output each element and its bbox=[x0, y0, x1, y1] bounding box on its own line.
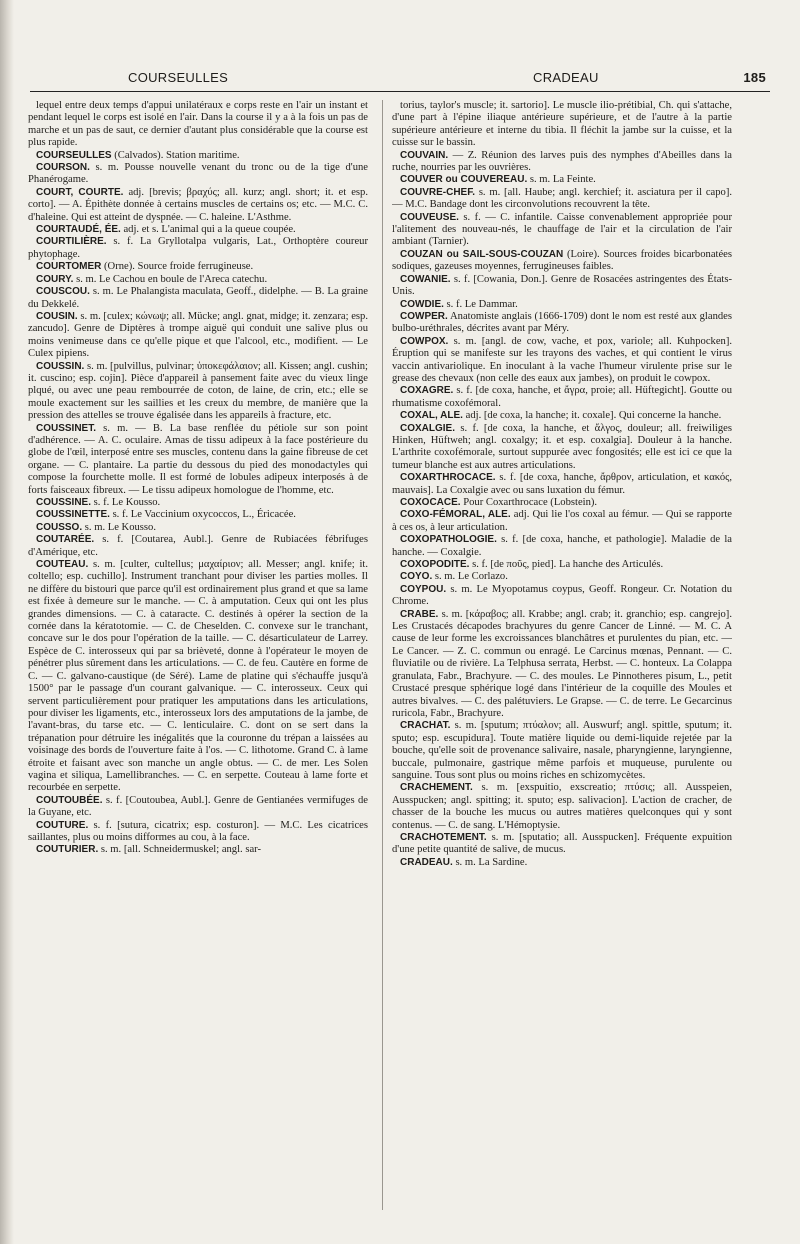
entry-headword: COXOCACE. bbox=[400, 497, 461, 508]
entry-headword: COUTURIER. bbox=[36, 844, 99, 856]
entry-text: s. m. [culex; κώνωψ; all. Mücke; angl. gnat, midge; it. zenzara; esp. zancudo]. Genre de Diptères à trompe aiguë qui conduit une salive plus ou moins venimeuse dans ce qu'elle pique et que l'alcool, etc., modifient. — Le Culex pipiens. bbox=[28, 310, 368, 360]
dictionary-entry bbox=[392, 559, 732, 571]
entry-headword: CRACHEMENT. bbox=[400, 782, 473, 794]
entry-headword: COUSIN. bbox=[36, 310, 78, 322]
entry-headword: COWANIE. bbox=[400, 273, 451, 285]
entry-text: s. f. [Coutoubea, Aubl.]. Genre de Gentianées vermifuges de la Guyane, etc. bbox=[28, 794, 368, 819]
entry-text: s. m. [sputum; πτύαλον; all. Auswurf; angl. spittle, sputum; it. sputo; esp. escupidura]. Toute matière liquide ou demi-liquide rejetée par la bouche, qu'elle soit de provenance salivaire, nasale, pharyngienne, laryngienne, buccale, pulmonaire, gastrique même parfois et muqueuse, purulente ou sanguine. Tous sont plus ou moins riches en schizomycètes. bbox=[392, 720, 732, 781]
entry-text: lequel entre deux temps d'appui unilatéraux e corps reste en l'air un instant et pendant lequel le corps est isolé en l'air. Dans la course il y a à la fois un pas de marche et un pas de saut, ce dernier d'autant plus considérable que la course est plus rapide. bbox=[28, 100, 368, 149]
binding-gutter bbox=[0, 0, 14, 1244]
entry-headword: COURT, COURTE. bbox=[36, 186, 124, 198]
entry-headword: COUVAIN. bbox=[400, 149, 449, 161]
entry-headword: COUTEAU. bbox=[36, 559, 89, 571]
entry-text: s. f. [sutura, cicatrix; esp. costuron]. — M.C. Les cicatrices saillantes, plus ou moins difformes au cou, à la face. bbox=[28, 819, 368, 843]
entry-headword: COUVER ou COUVEREAU. bbox=[400, 174, 528, 186]
entry-text: s. m. [culter, cultellus; μαχαίριον; all. Messer; angl. knife; it. coltello; esp. cuchillo]. Instrument tranchant pour diviser les parties molles. Il ne diffère du bistouri que parce qu'il est ordinairement plus grand et que sa lame est fixée à demeure sur le manche. — C. à amputation. Ceux qui ont les plus grandes dimensions. — C. à cataracte. C. destinés à opérer la section de la cornée dans la kératotomie. — C. de Cheselden. C. convexe sur le tranchant, concave sur le dos pour l'opération de la taille. — C. désarticulateur de Larrey. Espèce de C. interosseux qui par sa brièveté, donne à l'opérateur le moyen de pénétrer plus sûrement dans les articulations. — C. de feu. Cautère en forme de C. — C. galvano-caustique (de Séré). Lame de platine qui s'échauffe jusqu'à 1500° par le passage d'un courant galvanique. — C. interosseux. Ceux qui servent particulièrement pour pratiquer les amputations dans les articulations, pour diviser les ligaments, etc., interosseux lors des amputations de la jambe, de l'avant-bras, du tarse etc. — C. lenticulaire. C. dont on se sert dans la trépanation pour détruire les inégalités que la couronne du trépan a laissées au voisinage des bords de l'ouverture faite à l'os. — C. lithotome. Grand C. à lame étroite et faisant avec son manche un angle obtus. — C. de mer. Les Solen vagina et siliqua, Lamellibranches. — C. en serpette. Couteau à lame forte et recourbée en serpette. bbox=[28, 559, 368, 794]
dictionary-entry bbox=[392, 311, 732, 336]
entry-text: Anatomiste anglais (1666-1709) dont le nom est resté aux glandes bulbo-uréthrales, décrites avant par Méry. bbox=[392, 310, 732, 335]
dictionary-entry bbox=[392, 187, 732, 212]
dictionary-entry bbox=[392, 299, 732, 311]
entry-text: s. m. [sputatio; all. Ausspucken]. Fréquente expuition d'une petite quantité de salive, de mucus. bbox=[392, 831, 732, 856]
entry-text: s. f. [de coxa, hanche, ἄρθρον, articulation, et κακός, mauvais]. La Coxalgie avec ou sans luxation du fémur. bbox=[392, 472, 732, 496]
entry-text: torius, taylor's muscle; it. sartorio]. Le muscle ilio-prétibial, Ch. qui s'attache, d'une part à l'épine iliaque antérieure supérieure, et de l'autre à la partie supérieure antérieure et interne du tibia. Il fléchit la jambe sur la cuisse, et la cuisse sur le bassin. bbox=[392, 100, 732, 149]
dictionary-entry bbox=[392, 571, 732, 583]
entry-text: s. f. [de ποῦς, pied]. La hanche des Articulés. bbox=[472, 559, 664, 571]
dictionary-entry bbox=[28, 795, 368, 820]
entry-headword: COURTOMER bbox=[36, 261, 102, 273]
dictionary-entry bbox=[392, 410, 732, 422]
entry-headword: COWDIE. bbox=[400, 298, 444, 310]
entry-headword: COURTAUDÉ, ÉE. bbox=[36, 224, 121, 236]
dictionary-entry bbox=[28, 423, 368, 497]
entry-headword: COUSSINE. bbox=[36, 497, 92, 508]
dictionary-entry bbox=[392, 782, 732, 832]
dictionary-entry bbox=[392, 497, 732, 509]
entry-text: s. f. [de coxa, la hanche, et ἄλγος, douleur; all. freiwiliges Hinken, Hüftweh; angl. coxalgy; it. et esp. coxalgia]. Douleur à la hanche. L'arthrite coxofémorale, surtout suppurée avec fongosités; elle est ici ce que la tumeur blanche est aux autres articulations. bbox=[392, 422, 732, 471]
entry-headword: COUSSINETTE. bbox=[36, 509, 110, 521]
entry-headword: COURSON. bbox=[36, 162, 90, 174]
entry-text: adj. [brevis; βραχύς; all. kurz; angl. short; it. et esp. corto]. — A. Épithète donnée à certains muscles de certains os; etc. — M.C. C. d'haleine. Qui est atteint de dyspnée. — C. haleine. L'Asthme. bbox=[28, 186, 368, 223]
page-number: 185 bbox=[743, 70, 766, 85]
dictionary-entry bbox=[28, 534, 368, 559]
entry-headword: COUTOUBÉE. bbox=[36, 794, 103, 806]
dictionary-entry bbox=[392, 274, 732, 299]
dictionary-entry bbox=[28, 286, 368, 311]
entry-text: s. m. [all. Haube; angl. kerchief; it. asciatura per il capo]. — M.C. Bandage dont les circonvolutions recouvrent la tête. bbox=[392, 186, 732, 211]
entry-headword: COYO. bbox=[400, 571, 433, 583]
entry-text: s. m. [exspuitio, exscreatio; πτύσις; all. Ausspeien, Ausspucken; angl. spitting; it. sputo; esp. salivacion]. L'action de cracher, de chasser de la bouche les mucus ou autres matières quelconques qui y sont contenus. — C. de sang. L'Hémoptysie. bbox=[392, 782, 732, 831]
dictionary-entry bbox=[392, 720, 732, 782]
entry-text: s. m. Le Corlazo. bbox=[434, 571, 508, 583]
entry-text: s. m. [all. Schneidermuskel; angl. sar- bbox=[100, 844, 262, 856]
left-column bbox=[28, 100, 368, 1236]
entry-headword: COXOPODITE. bbox=[400, 559, 470, 571]
entry-text: s. m. Le Kousso. bbox=[84, 521, 156, 533]
entry-text: (Calvados). Station maritime. bbox=[114, 149, 240, 161]
dictionary-entry bbox=[392, 385, 732, 410]
entry-text: — Z. Réunion des larves puis des nymphes d'Abeilles dans la ruche, nourries par les ouvrières. bbox=[392, 149, 732, 174]
entry-text: s. f. Le Dammar. bbox=[446, 298, 518, 310]
dictionary-entry bbox=[392, 336, 732, 386]
entry-headword: COURTILIÈRE. bbox=[36, 236, 107, 248]
dictionary-entry bbox=[392, 534, 732, 559]
dictionary-entry bbox=[392, 212, 732, 249]
dictionary-entry bbox=[28, 361, 368, 423]
dictionary-entry bbox=[392, 472, 732, 497]
entry-text: s. f. [de coxa, hanche, et pathologie]. Maladie de la hanche. — Coxalgie. bbox=[392, 534, 732, 558]
entry-text: Pour Coxarthrocace (Lobstein). bbox=[463, 497, 598, 508]
entry-headword: COWPER. bbox=[400, 310, 448, 322]
entry-headword: COUSCOU. bbox=[36, 286, 90, 298]
entry-text: s. f. [Cowania, Don.]. Genre de Rosacées astringentes des États-Unis. bbox=[392, 273, 732, 298]
entry-text: adj. et s. L'animal qui a la queue coupée. bbox=[123, 224, 296, 236]
entry-headword: COXAGRE. bbox=[400, 385, 454, 397]
column-divider bbox=[382, 100, 383, 1210]
entry-headword: COXARTHROCACE. bbox=[400, 472, 496, 484]
entry-headword: COUVRE-CHEF. bbox=[400, 186, 476, 198]
entry-headword: COUSSIN. bbox=[36, 360, 85, 372]
running-header bbox=[28, 70, 772, 92]
entry-text: s. f. Le Vaccinium oxycoccos, L., Éricacée. bbox=[112, 509, 296, 521]
header-rule bbox=[30, 91, 770, 92]
dictionary-entry bbox=[392, 423, 732, 473]
dictionary-entry bbox=[28, 150, 368, 162]
entry-text: s. m. Pousse nouvelle venant du tronc ou de la tige d'une Phanérogame. bbox=[28, 162, 368, 186]
entry-text: (Orne). Source froide ferrugineuse. bbox=[104, 261, 254, 273]
entry-headword: COURY. bbox=[36, 273, 74, 285]
dictionary-entry bbox=[392, 509, 732, 534]
dictionary-entry bbox=[28, 236, 368, 261]
entry-headword: COUTARÉE. bbox=[36, 534, 95, 546]
dictionary-entry bbox=[392, 150, 732, 175]
entry-text: adj. [de coxa, la hanche; it. coxale]. Qui concerne la hanche. bbox=[465, 410, 722, 422]
entry-text: s. m. — B. La base renflée du pétiole sur son point d'adhérence. — A. C. oculaire. Amas de tissu adipeux à la face postérieure du globe de l'œil, interposé entre ses muscles, contenu dans la gaine fibreuse de cet organe. — C. plantaire. La partie du dessous du pied des monodactyles qui compose la fourchette molle. Il est formé de lobules adipeux interposés à de forts faisceaux fibreux. — Le tissu adipeux homologue de l'homme, etc. bbox=[28, 422, 368, 496]
dictionary-entry bbox=[28, 100, 368, 150]
entry-headword: COXALGIE. bbox=[400, 422, 456, 434]
dictionary-entry bbox=[392, 174, 732, 186]
header-last-entry: CRADEAU bbox=[533, 70, 599, 85]
entry-headword: COURSEULLES bbox=[36, 149, 112, 161]
dictionary-entry bbox=[392, 857, 732, 869]
entry-text: s. f. [Coutarea, Aubl.]. Genre de Rubiacées fébrifuges d'Amérique, etc. bbox=[28, 534, 368, 558]
entry-headword: CRADEAU. bbox=[400, 856, 453, 868]
entry-headword: COUSSO. bbox=[36, 521, 83, 533]
dictionary-entry bbox=[392, 609, 732, 721]
entry-headword: COXOPATHOLOGIE. bbox=[400, 534, 497, 546]
entry-headword: CRACHOTEMENT. bbox=[400, 831, 487, 843]
entry-text: s. m. [angl. de cow, vache, et pox, variole; all. Kuhpocken]. Éruption qui se manifeste sur les trayons des vaches, et qui contient le virus vaccin antivariolique. En inoculant à la vache l'humeur virulente prise sur le grease des chevaux (non celle des eaux aux jambes), on produit le cowpox. bbox=[392, 335, 732, 384]
dictionary-entry bbox=[28, 497, 368, 509]
entry-headword: COUSSINET. bbox=[36, 422, 97, 434]
entry-headword: COUVEUSE. bbox=[400, 211, 459, 223]
dictionary-entry bbox=[392, 584, 732, 609]
dictionary-entry bbox=[392, 832, 732, 857]
entry-headword: COXAL, ALE. bbox=[400, 410, 463, 422]
dictionary-entry bbox=[28, 522, 368, 534]
entry-text: s. m. Le Cachou en boule de l'Areca catechu. bbox=[76, 273, 268, 285]
entry-headword: COYPOU. bbox=[400, 583, 447, 595]
right-column bbox=[392, 100, 732, 1236]
entry-text: s. m. [κάραβος; all. Krabbe; angl. crab; it. granchio; esp. cangrejo]. Les Crustacés décapodes brachyures du genre Cancer de Linné. — M. C. A cause de leur forme les excroissances blanchâtres et purulentes du pian, etc. — Le Cancer. — Z. C. commun ou enragé. Le Carcinus mœnas, Pennant. — C. fluviatile ou de rivière. La Telphusa serrata, Herbst. — C. honteux. La Colappa granulata, Fabr., Brachyure. — C. des moules. Le Pinnotheres pisum, L., petit Crustacé presque sphérique logé dans l'intérieur de la coquille des Moules et autres bivalves. — C. des palétuviers. Le Grapse. — C. de terre. Le Gecarcinus ruricola, Fabr., Brachyure. bbox=[392, 608, 732, 719]
header-first-entry: COURSEULLES bbox=[128, 70, 229, 85]
dictionary-entry bbox=[28, 820, 368, 845]
entry-text: s. f. Le Kousso. bbox=[93, 497, 161, 508]
dictionary-entry bbox=[28, 261, 368, 273]
entry-headword: CRABE. bbox=[400, 608, 439, 620]
entry-text: (Loire). Sources froides bicarbonatées sodiques, gazeuses moyennes, ferrugineuses faibles. bbox=[392, 248, 732, 273]
entry-text: s. m. La Feinte. bbox=[529, 174, 596, 186]
dictionary-entry bbox=[28, 844, 368, 856]
dictionary-entry bbox=[392, 100, 732, 150]
entry-headword: COWPOX. bbox=[400, 335, 449, 347]
dictionary-entry bbox=[28, 187, 368, 224]
entry-headword: COXO-FÉMORAL, ALE. bbox=[400, 509, 511, 521]
entry-text: s. m. Le Phalangista maculata, Geoff., didelphe. — B. La graine du Dekkelé. bbox=[28, 286, 368, 310]
dictionary-entry bbox=[28, 311, 368, 361]
dictionary-entry bbox=[28, 274, 368, 286]
entry-headword: CRACHAT. bbox=[400, 720, 451, 732]
dictionary-entry bbox=[28, 162, 368, 187]
entry-text: s. f. — C. infantile. Caisse convenablement appropriée pour l'alitement des nouveau-nés, le chauffage de l'air et la circulation de l'air ambiant (Tarnier). bbox=[392, 211, 732, 248]
entry-headword: COUZAN ou SAIL-SOUS-COUZAN bbox=[400, 248, 564, 260]
dictionary-entry bbox=[28, 509, 368, 521]
entry-headword: COUTURE. bbox=[36, 819, 89, 831]
entry-text: s. f. [de coxa, hanche, et ἄγρα, proie; all. Hüftegicht]. Goutte ou rhumatisme coxofémoral. bbox=[392, 385, 732, 409]
dictionary-entry bbox=[28, 224, 368, 236]
entry-text: s. m. Le Myopotamus coypus, Geoff. Rongeur. Cr. Notation du Chrome. bbox=[392, 583, 732, 608]
entry-text: s. f. La Gryllotalpa vulgaris, Lat., Orthoptère coureur phytophage. bbox=[28, 236, 368, 260]
entry-text: s. m. [pulvillus, pulvinar; ὑποκεφάλαιον; all. Kissen; angl. cushin; it. cuscino; esp. cojin]. Pièce d'appareil à pansement faite avec du vieux linge plqué, ou avec une peau rembourrée de coton, de laine, de crin, etc.; elle se moule exactement sur les saillies et les creux du membre, de manière que la pression des attelles se trouve égalisée dans les appareils à fracture, etc. bbox=[28, 360, 368, 422]
entry-text: s. m. La Sardine. bbox=[455, 856, 528, 868]
entry-text: adj. Qui lie l'os coxal au fémur. — Qui se rapporte à ces os, à leur articulation. bbox=[392, 509, 732, 533]
dictionary-entry bbox=[392, 249, 732, 274]
dictionary-entry bbox=[28, 559, 368, 795]
